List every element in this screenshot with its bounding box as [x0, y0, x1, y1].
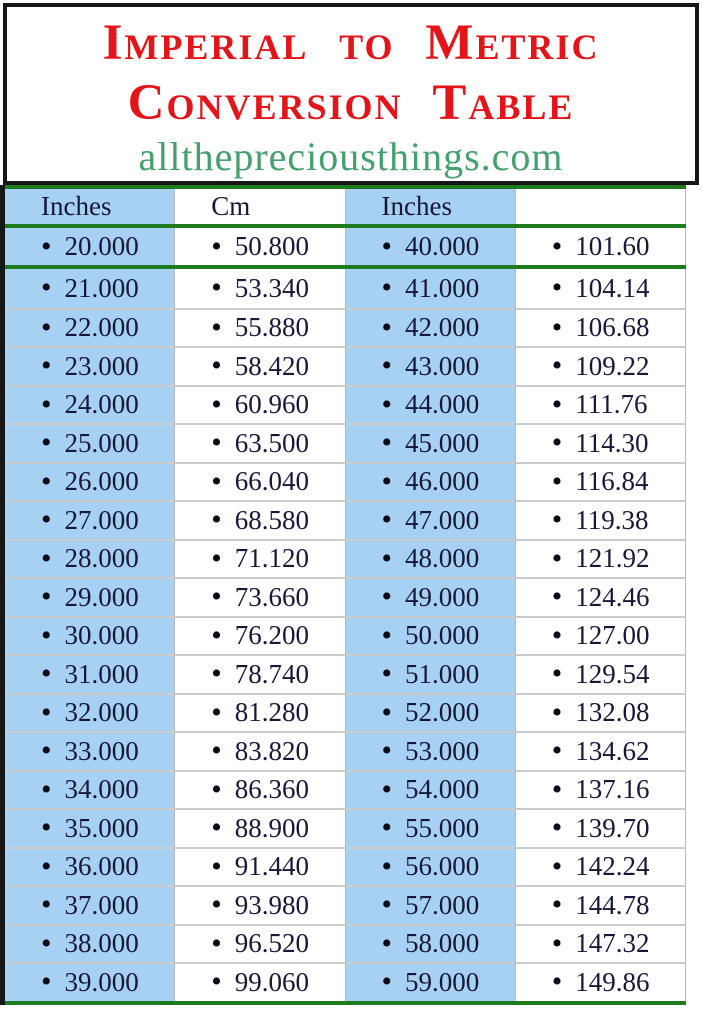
table-row	[5, 385, 686, 424]
cell-value: 58.000	[405, 928, 480, 959]
inches-cell	[5, 423, 175, 462]
inches-cell	[346, 423, 516, 462]
bullet-icon: •	[381, 926, 393, 960]
cell-value: 25.000	[64, 427, 139, 458]
cell-value: 149.86	[575, 966, 650, 997]
cell-value: 101.60	[575, 231, 650, 261]
table-row	[5, 423, 686, 462]
cell-value: 36.000	[64, 851, 139, 882]
page	[0, 3, 702, 1005]
cell-value: 50.000	[405, 620, 480, 651]
cm-cell	[516, 731, 686, 770]
cell-value: 53.340	[234, 272, 310, 303]
bullet-icon: •	[551, 657, 563, 691]
inches-cell	[5, 385, 175, 424]
cm-cell	[175, 500, 345, 539]
cell-value: 30.000	[64, 620, 139, 651]
inches-cell	[346, 731, 516, 770]
inches-cell	[346, 770, 516, 809]
inches-cell	[346, 847, 516, 886]
cm-cell	[175, 539, 345, 578]
header-cell-label: Inches	[381, 191, 452, 221]
cell-value: 46.000	[405, 466, 480, 497]
cell-value: 83.820	[234, 735, 310, 766]
cell-value: 45.000	[405, 427, 480, 458]
bullet-icon: •	[381, 229, 393, 263]
bullet-icon: •	[211, 229, 222, 263]
cell-value: 76.200	[234, 620, 310, 651]
cm-cell	[516, 500, 686, 539]
inches-cell	[5, 539, 175, 578]
inches-cell	[346, 616, 516, 655]
bullet-icon: •	[41, 772, 52, 806]
cm-cell	[516, 770, 686, 809]
cell-value: 93.980	[234, 889, 310, 920]
table-row	[5, 539, 686, 578]
bullet-icon: •	[211, 580, 222, 614]
bullet-icon: •	[41, 695, 52, 729]
cm-cell	[175, 654, 345, 693]
table-row	[5, 346, 686, 385]
cell-value: 132.08	[575, 697, 650, 728]
cell-value: 134.62	[575, 735, 650, 766]
cm-cell	[516, 808, 686, 847]
bullet-icon: •	[551, 387, 563, 421]
inches-cell	[346, 924, 516, 963]
cell-value: 60.960	[234, 389, 310, 420]
inches-cell	[346, 228, 516, 265]
cell-value: 43.000	[405, 350, 480, 381]
bullet-icon: •	[551, 426, 563, 460]
cm-cell	[516, 885, 686, 924]
cm-cell	[175, 346, 345, 385]
bullet-icon: •	[211, 503, 222, 537]
page-title-line2: Conversion Table	[127, 75, 575, 131]
cell-value: 32.000	[64, 697, 139, 728]
inches-cell	[346, 500, 516, 539]
cm-cell	[175, 308, 345, 347]
cell-value: 124.46	[575, 581, 650, 612]
inches-cell	[346, 693, 516, 732]
bullet-icon: •	[41, 888, 52, 922]
cell-value: 40.000	[405, 231, 480, 261]
cm-cell	[516, 308, 686, 347]
cell-value: 39.000	[64, 966, 139, 997]
cell-value: 59.000	[405, 966, 480, 997]
bullet-icon: •	[381, 965, 393, 999]
bullet-icon: •	[381, 695, 393, 729]
cell-value: 73.660	[234, 581, 310, 612]
bullet-icon: •	[381, 271, 393, 305]
bullet-icon: •	[211, 618, 222, 652]
table-row	[5, 808, 686, 847]
bullet-icon: •	[381, 310, 393, 344]
cm-cell	[175, 847, 345, 886]
header-cell	[5, 189, 175, 224]
cm-cell	[175, 228, 345, 265]
table-row	[5, 885, 686, 924]
bullet-icon: •	[551, 271, 563, 305]
cell-value: 63.500	[234, 427, 310, 458]
cell-value: 51.000	[405, 658, 480, 689]
bullet-icon: •	[211, 541, 222, 575]
cell-value: 29.000	[64, 581, 139, 612]
cm-cell	[516, 462, 686, 501]
inches-cell	[5, 654, 175, 693]
bullet-icon: •	[41, 349, 52, 383]
cm-cell	[516, 962, 686, 1001]
inches-cell	[5, 616, 175, 655]
table-bottom-divider	[5, 1001, 686, 1005]
cell-value: 119.38	[575, 504, 649, 535]
cell-value: 49.000	[405, 581, 480, 612]
bullet-icon: •	[551, 541, 563, 575]
bullet-icon: •	[41, 849, 52, 883]
cell-value: 27.000	[64, 504, 139, 535]
cell-value: 57.000	[405, 889, 480, 920]
cell-value: 58.420	[234, 350, 310, 381]
cm-cell	[175, 577, 345, 616]
header-cell	[346, 189, 516, 224]
bullet-icon: •	[551, 310, 563, 344]
bullet-icon: •	[381, 811, 393, 845]
cell-value: 137.16	[575, 774, 650, 805]
cm-cell	[516, 693, 686, 732]
inches-cell	[346, 462, 516, 501]
cell-value: 91.440	[234, 851, 310, 882]
bullet-icon: •	[381, 387, 393, 421]
cell-value: 35.000	[64, 812, 139, 843]
cell-value: 31.000	[64, 658, 139, 689]
header-cell	[516, 189, 686, 224]
cm-cell	[516, 577, 686, 616]
bullet-icon: •	[41, 229, 52, 263]
bullet-icon: •	[381, 618, 393, 652]
cell-value: 53.000	[405, 735, 480, 766]
cell-value: 23.000	[64, 350, 139, 381]
conversion-table	[0, 185, 686, 1005]
inches-cell	[5, 962, 175, 1001]
bullet-icon: •	[211, 310, 222, 344]
bullet-icon: •	[551, 926, 563, 960]
cell-value: 129.54	[575, 658, 650, 689]
inches-cell	[346, 885, 516, 924]
bullet-icon: •	[381, 772, 393, 806]
bullet-icon: •	[211, 734, 222, 768]
cm-cell	[175, 731, 345, 770]
bullet-icon: •	[211, 811, 222, 845]
bullet-icon: •	[551, 580, 563, 614]
inches-cell	[5, 731, 175, 770]
cell-value: 50.800	[234, 231, 310, 261]
table-body	[5, 228, 686, 1001]
table-row	[5, 693, 686, 732]
bullet-icon: •	[211, 926, 222, 960]
cell-value: 144.78	[575, 889, 650, 920]
bullet-icon: •	[211, 271, 222, 305]
inches-cell	[5, 462, 175, 501]
cm-cell	[516, 654, 686, 693]
inches-cell	[346, 539, 516, 578]
bullet-icon: •	[211, 426, 222, 460]
bullet-icon: •	[211, 657, 222, 691]
header-cell	[175, 189, 345, 224]
bullet-icon: •	[41, 580, 52, 614]
inches-cell	[346, 577, 516, 616]
cell-value: 22.000	[64, 312, 139, 343]
inches-cell	[346, 308, 516, 347]
bullet-icon: •	[41, 541, 52, 575]
cell-value: 139.70	[575, 812, 650, 843]
cm-cell	[516, 346, 686, 385]
bullet-icon: •	[41, 387, 52, 421]
bullet-icon: •	[41, 965, 52, 999]
bullet-icon: •	[551, 503, 563, 537]
inches-cell	[5, 346, 175, 385]
inches-cell	[346, 654, 516, 693]
inches-cell	[5, 228, 175, 265]
bullet-icon: •	[211, 349, 222, 383]
cell-value: 33.000	[64, 735, 139, 766]
cm-cell	[175, 962, 345, 1001]
bullet-icon: •	[211, 965, 222, 999]
cell-value: 121.92	[575, 543, 650, 574]
cm-cell	[175, 385, 345, 424]
cell-value: 41.000	[405, 272, 480, 303]
inches-cell	[5, 885, 175, 924]
table-row	[5, 269, 686, 308]
bullet-icon: •	[41, 926, 52, 960]
cell-value: 20.000	[64, 231, 139, 261]
inches-cell	[346, 962, 516, 1001]
page-title-line1: Imperial to Metric	[102, 15, 600, 71]
cm-cell	[175, 770, 345, 809]
cell-value: 86.360	[234, 774, 310, 805]
cm-cell	[516, 847, 686, 886]
bullet-icon: •	[551, 695, 563, 729]
bullet-icon: •	[381, 349, 393, 383]
bullet-icon: •	[211, 849, 222, 883]
bullet-icon: •	[551, 888, 563, 922]
inches-cell	[346, 269, 516, 308]
cm-cell	[516, 924, 686, 963]
bullet-icon: •	[41, 271, 52, 305]
bullet-icon: •	[381, 541, 393, 575]
cell-value: 111.76	[575, 389, 648, 420]
inches-cell	[5, 770, 175, 809]
cell-value: 26.000	[64, 466, 139, 497]
cell-value: 96.520	[234, 928, 310, 959]
bullet-icon: •	[41, 734, 52, 768]
cell-value: 47.000	[405, 504, 480, 535]
cell-value: 34.000	[64, 774, 139, 805]
table-row	[5, 500, 686, 539]
bullet-icon: •	[551, 811, 563, 845]
bullet-icon: •	[381, 734, 393, 768]
cell-value: 99.060	[234, 966, 310, 997]
bullet-icon: •	[381, 888, 393, 922]
cell-value: 48.000	[405, 543, 480, 574]
bullet-icon: •	[211, 695, 222, 729]
table-row	[5, 654, 686, 693]
cm-cell	[175, 423, 345, 462]
inches-cell	[5, 924, 175, 963]
cell-value: 44.000	[405, 389, 480, 420]
header-cell-label: Inches	[41, 191, 112, 221]
bullet-icon: •	[381, 503, 393, 537]
bullet-icon: •	[41, 310, 52, 344]
table-row	[5, 228, 686, 265]
header-cell-label: Cm	[211, 191, 251, 221]
bullet-icon: •	[381, 657, 393, 691]
inches-cell	[346, 385, 516, 424]
cell-value: 37.000	[64, 889, 139, 920]
bullet-icon: •	[551, 618, 563, 652]
header-box	[3, 3, 699, 185]
table-row	[5, 847, 686, 886]
cell-value: 24.000	[64, 389, 139, 420]
table-row	[5, 577, 686, 616]
cell-value: 88.900	[234, 812, 310, 843]
cm-cell	[175, 885, 345, 924]
bullet-icon: •	[551, 734, 563, 768]
inches-cell	[5, 808, 175, 847]
cm-cell	[175, 693, 345, 732]
cell-value: 21.000	[64, 272, 139, 303]
cell-value: 55.000	[405, 812, 480, 843]
cell-value: 109.22	[575, 350, 650, 381]
cell-value: 114.30	[575, 427, 649, 458]
bullet-icon: •	[41, 464, 52, 498]
inches-cell	[5, 693, 175, 732]
bullet-icon: •	[381, 464, 393, 498]
cell-value: 81.280	[234, 697, 310, 728]
cell-value: 104.14	[575, 272, 650, 303]
cell-value: 55.880	[234, 312, 310, 343]
inches-cell	[5, 577, 175, 616]
bullet-icon: •	[41, 426, 52, 460]
cell-value: 142.24	[575, 851, 650, 882]
bullet-icon: •	[41, 503, 52, 537]
cell-value: 38.000	[64, 928, 139, 959]
cm-cell	[175, 462, 345, 501]
cell-value: 147.32	[575, 928, 650, 959]
bullet-icon: •	[381, 849, 393, 883]
table-header-row	[5, 189, 686, 224]
cm-cell	[516, 616, 686, 655]
cm-cell	[516, 228, 686, 265]
bullet-icon: •	[551, 965, 563, 999]
cell-value: 71.120	[234, 543, 310, 574]
cm-cell	[175, 269, 345, 308]
bullet-icon: •	[381, 580, 393, 614]
inches-cell	[5, 500, 175, 539]
inches-cell	[346, 346, 516, 385]
cm-cell	[175, 808, 345, 847]
bullet-icon: •	[381, 426, 393, 460]
cell-value: 127.00	[575, 620, 650, 651]
table-row	[5, 962, 686, 1001]
bullet-icon: •	[551, 464, 563, 498]
inches-cell	[346, 808, 516, 847]
bullet-icon: •	[551, 772, 563, 806]
inches-cell	[5, 269, 175, 308]
bullet-icon: •	[211, 464, 222, 498]
website-text: allthepreciousthings.com	[138, 134, 564, 179]
bullet-icon: •	[211, 772, 222, 806]
cell-value: 78.740	[234, 658, 310, 689]
bullet-icon: •	[211, 888, 222, 922]
table-row	[5, 731, 686, 770]
inches-cell	[5, 847, 175, 886]
cell-value: 54.000	[405, 774, 480, 805]
cm-cell	[516, 385, 686, 424]
bullet-icon: •	[41, 811, 52, 845]
bullet-icon: •	[551, 849, 563, 883]
bullet-icon: •	[41, 618, 52, 652]
bullet-icon: •	[41, 657, 52, 691]
cm-cell	[516, 269, 686, 308]
table-row	[5, 924, 686, 963]
cell-value: 116.84	[575, 466, 649, 497]
bullet-icon: •	[211, 387, 222, 421]
bullet-icon: •	[551, 229, 563, 263]
table-row	[5, 770, 686, 809]
cm-cell	[516, 423, 686, 462]
bullet-icon: •	[551, 349, 563, 383]
cell-value: 28.000	[64, 543, 139, 574]
inches-cell	[5, 308, 175, 347]
cm-cell	[175, 924, 345, 963]
table-row	[5, 462, 686, 501]
cell-value: 66.040	[234, 466, 310, 497]
table-row	[5, 616, 686, 655]
cm-cell	[175, 616, 345, 655]
cell-value: 56.000	[405, 851, 480, 882]
cell-value: 52.000	[405, 697, 480, 728]
cell-value: 42.000	[405, 312, 480, 343]
cell-value: 106.68	[575, 312, 650, 343]
cell-value: 68.580	[234, 504, 310, 535]
table-row	[5, 308, 686, 347]
cm-cell	[516, 539, 686, 578]
